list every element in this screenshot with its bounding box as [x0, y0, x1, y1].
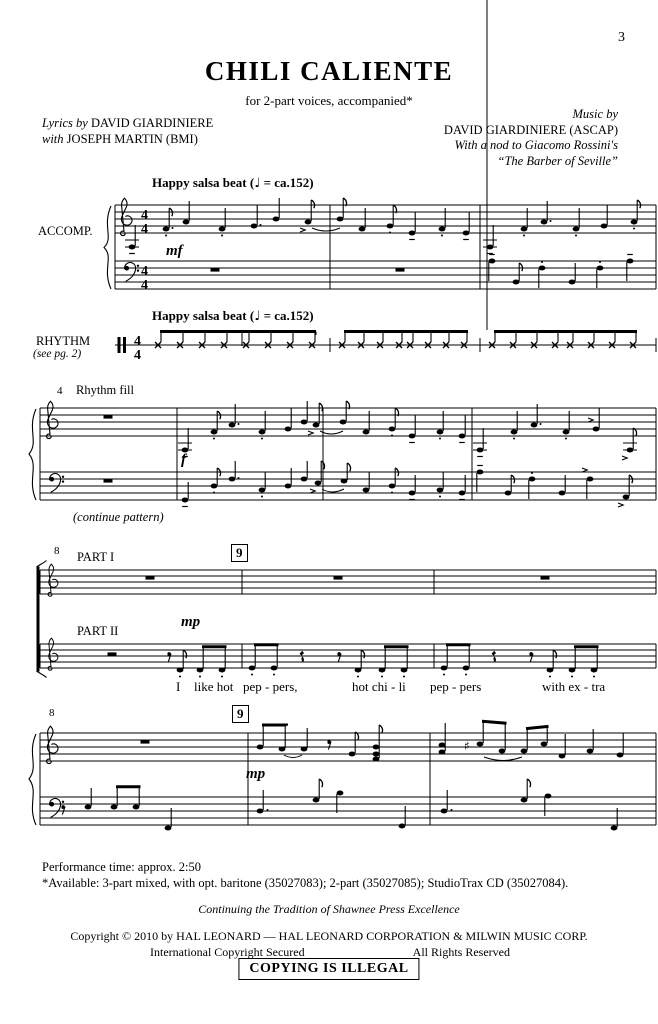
dynamic-mp: mp [181, 614, 201, 630]
bass-clef-icon [125, 262, 140, 281]
subtitle: for 2-part voices, accompanied* [245, 93, 413, 108]
page-number: 3 [618, 30, 625, 45]
treble-measure-9-notes [257, 725, 383, 762]
lyrics-credit-with: with [42, 131, 64, 146]
system-accomp-intro [104, 198, 656, 293]
bass-measure-3-notes [489, 254, 634, 288]
bass-measure-6-notes [341, 463, 466, 500]
rhythm-sublabel: (see pg. 2) [33, 348, 82, 360]
grand-staff-brace [104, 206, 111, 289]
treble-clef-icon [48, 638, 58, 670]
dynamic-mf: mf [166, 243, 183, 259]
rehearsal-mark-9: 9 [232, 705, 249, 723]
measure-number-8: 8 [54, 545, 60, 557]
time-signature-bottom: 4 [134, 348, 141, 363]
page-title: CHILI CALIENTE [204, 56, 454, 86]
music-credit-note2: “The Barber of Seville” [497, 153, 618, 168]
part1-whole-rests [146, 576, 550, 580]
time-signature-top: 4 [141, 208, 148, 223]
bass-staff-lines [40, 472, 656, 500]
lyrics-credit-prefix: Lyrics by [42, 116, 88, 130]
dynamic-mp: mp [246, 766, 266, 782]
system-accomp-fill [29, 401, 656, 507]
bass-staff-lines [40, 797, 656, 825]
continue-pattern-label: (continue pattern) [73, 510, 164, 524]
lyric-syllable: with ex - tra [542, 679, 606, 694]
whole-rest [104, 415, 113, 419]
rights-reserved: All Rights Reserved [412, 945, 510, 959]
lyric-syllable: hot chi - li [352, 679, 406, 694]
rhythm-label: RHYTHM [36, 334, 91, 348]
music-credit-note1: With a nod to Giacomo Rossini's [454, 138, 618, 152]
bass-measure-rests [211, 268, 405, 272]
quarter-note-icon: ♩ [254, 309, 261, 324]
barlines [40, 570, 656, 668]
system-accomp-vocal [29, 721, 656, 830]
music-credit [444, 107, 618, 169]
bass-clef-icon [50, 473, 65, 492]
treble-clef-icon [47, 726, 58, 763]
copyright-line: Copyright © 2010 by HAL LEONARD — HAL LEONARD CORPORATION & MILWIN MUSIC CORP. [70, 929, 588, 943]
treble-clef-icon [48, 564, 58, 596]
whole-rest [104, 479, 113, 483]
rhythm-tempo-marking: Happy salsa beat (♩ = ca.152) [152, 308, 314, 324]
accomp-label: ACCOMP. [38, 224, 93, 238]
time-signature-top: 4 [141, 264, 148, 279]
treble-clef-icon [121, 198, 132, 235]
lyric-syllable: pep - pers [430, 679, 482, 694]
copyright-secured: International Copyright Secured [150, 945, 305, 959]
rhythm-fill-label: Rhythm fill [76, 383, 134, 397]
treble-measure-7-notes [473, 404, 637, 460]
rehearsal-mark-9: 9 [231, 544, 248, 562]
sharp-accidental: ♯ [464, 739, 470, 753]
time-signature-top: 4 [134, 334, 141, 349]
time-signature-bottom: 4 [141, 222, 148, 237]
lyrics-credit [42, 116, 213, 147]
co-lyricist-name: JOSEPH MARTIN (BMI) [66, 131, 198, 146]
treble-measure-10-notes [439, 721, 624, 760]
measure-number-8: 8 [49, 707, 55, 719]
whole-rest [141, 740, 150, 744]
grand-staff-brace [29, 734, 36, 825]
lyric-syllable: pep - pers, [243, 679, 298, 694]
part1-staff-lines [40, 570, 656, 594]
lyricist-name: DAVID GIARDINIERE [90, 116, 214, 130]
rhythm-x-noteheads [155, 0, 637, 348]
music-credit-prefix: Music by [572, 107, 618, 121]
composer-name: DAVID GIARDINIERE (ASCAP) [443, 122, 618, 137]
part2-staff-lines [40, 644, 656, 668]
treble-clef-icon [47, 401, 58, 438]
publisher-tagline: Continuing the Tradition of Shawnee Press Excellence [198, 902, 460, 916]
quarter-note-icon: ♩ [254, 176, 261, 191]
grand-staff-brace [29, 409, 36, 500]
dynamic-f: f [181, 452, 186, 468]
performance-time: Performance time: approx. 2:50 [42, 860, 201, 874]
treble-measure-3-notes [483, 200, 641, 254]
time-signature-bottom: 4 [141, 278, 148, 293]
copying-warning-box: COPYING IS ILLEGAL [238, 958, 419, 980]
lyric-syllable: like hot [194, 679, 234, 694]
bass-measure-10-notes [441, 779, 618, 831]
bass-measure-8-notes [61, 787, 171, 831]
availability-note: *Available: 3-part mixed, with opt. baritone (35027083); 2-part (35027085); StudioTrax CD (35027084). [42, 876, 569, 890]
part1-label: PART I [77, 550, 115, 564]
part2-label: PART II [77, 624, 119, 638]
measure-number-4: 4 [57, 385, 63, 397]
lyric-syllable: I [176, 679, 181, 694]
system-voices [37, 561, 657, 678]
tempo-marking: Happy salsa beat (♩ = ca.152) [152, 175, 314, 191]
